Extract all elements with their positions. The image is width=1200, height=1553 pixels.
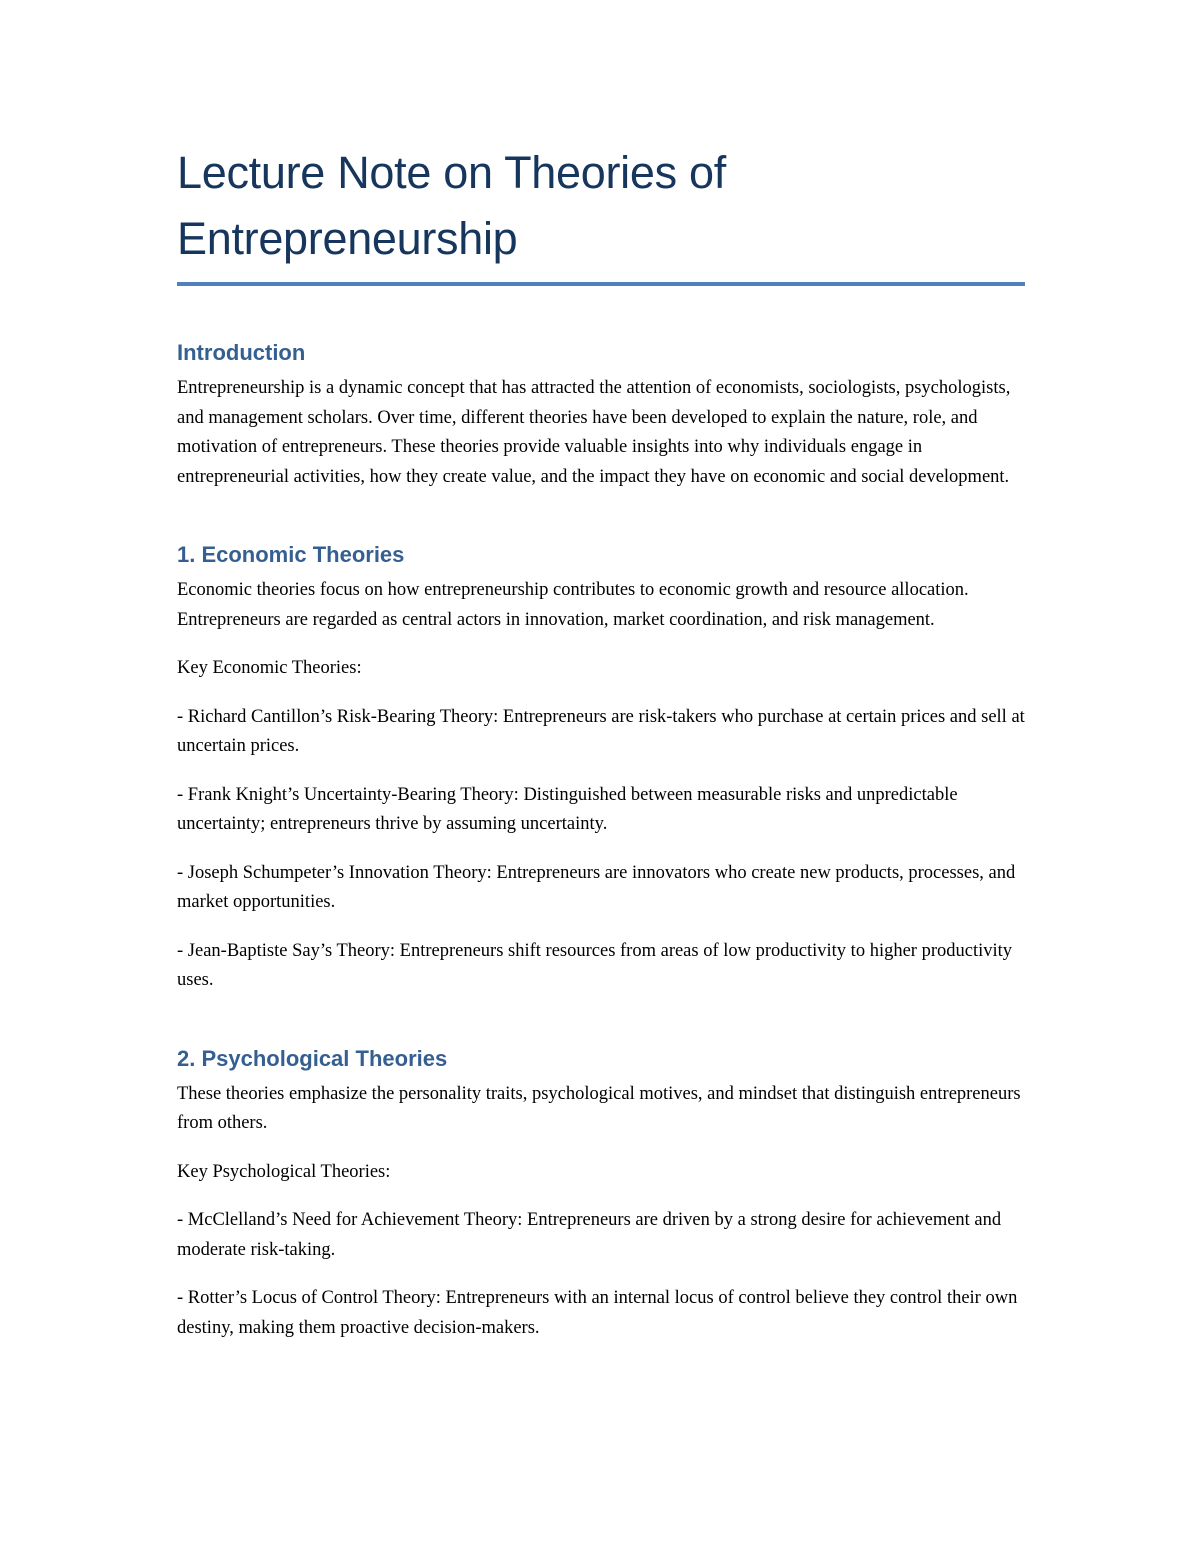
psychological-theories-heading: 2. Psychological Theories	[177, 1045, 448, 1071]
economic-theory-item: - Joseph Schumpeter’s Innovation Theory: Entrepreneurs are innovators who create new products, processes, and market opportunities.	[177, 862, 1016, 912]
economic-theory-item: - Frank Knight’s Uncertainty-Bearing Theory: Distinguished between measurable risks and unpredictable uncertainty; entrepreneurs thrive by assuming uncertainty.	[177, 784, 958, 834]
title-line-2: Entrepreneurship	[177, 213, 518, 264]
title-line-1: Lecture Note on Theories of	[177, 147, 726, 198]
economic-theory-item: - Richard Cantillon’s Risk-Bearing Theory: Entrepreneurs are risk-takers who purchase at certain prices and sell at uncertain prices.	[177, 706, 1025, 756]
psychological-theories-list-label: Key Psychological Theories:	[177, 1161, 391, 1182]
title-underline	[177, 282, 1025, 286]
psychological-theories-body: These theories emphasize the personality traits, psychological motives, and mindset that distinguish entrepreneurs from others.	[177, 1083, 1021, 1133]
introduction-body: Entrepreneurship is a dynamic concept that has attracted the attention of economists, sociologists, psychologists, and management scholars. Over time, different theories have been developed to explain the nature, role, and motivation of entrepreneurs. These theories provide valuable insights into why individuals engage in entrepreneurial activities, how they create value, and the impact they have on economic and social development.	[177, 378, 1011, 487]
economic-theories-body: Economic theories focus on how entrepreneurship contributes to economic growth and resource allocation. Entrepreneurs are regarded as central actors in innovation, market coordination, and risk management.	[177, 580, 969, 630]
introduction-heading: Introduction	[177, 340, 306, 365]
psychological-theory-item: - Rotter’s Locus of Control Theory: Entrepreneurs with an internal locus of control believe they control their own destiny, making them proactive decision-makers.	[177, 1288, 1018, 1338]
document-page	[177, 140, 1025, 1343]
economic-theories-list-label: Key Economic Theories:	[177, 658, 362, 678]
document-title	[177, 140, 1025, 272]
economic-theory-item: - Jean-Baptiste Say’s Theory: Entrepreneurs shift resources from areas of low productivity to higher productivity uses.	[177, 940, 1013, 990]
economic-theories-heading: 1. Economic Theories	[177, 542, 405, 567]
psychological-theory-item: - McClelland’s Need for Achievement Theory: Entrepreneurs are driven by a strong desire for achievement and moderate risk-taking.	[177, 1210, 1002, 1260]
